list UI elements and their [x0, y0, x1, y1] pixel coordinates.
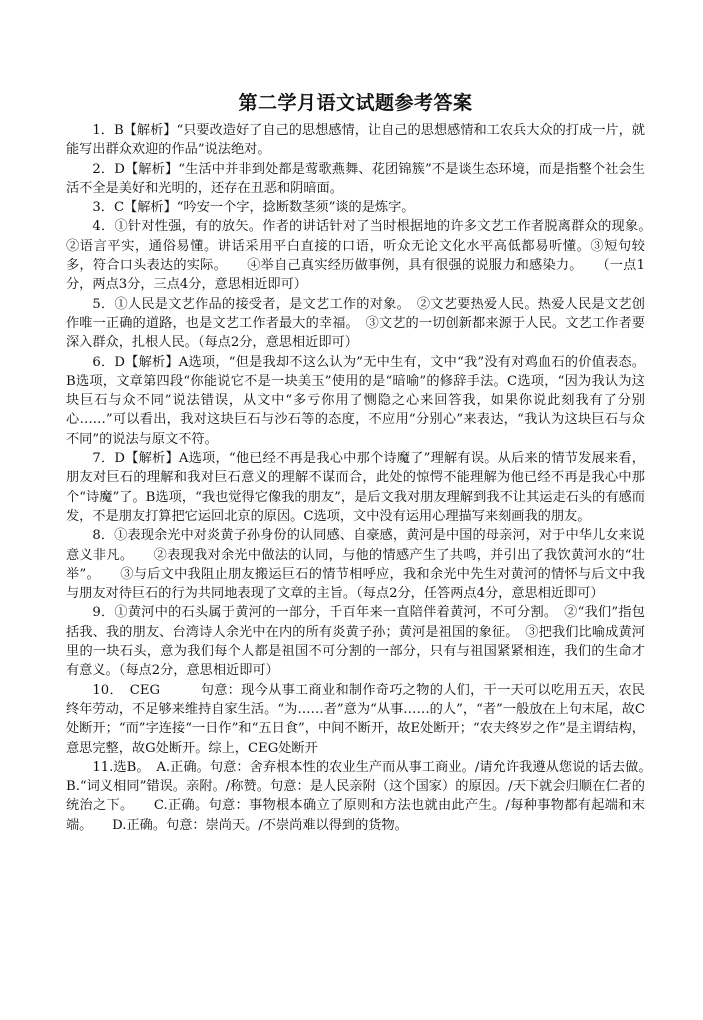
answer-list: [66, 121, 672, 835]
answer-item-6: 6．D【解析】A选项，“但是我却不这么认为”无中生有，文中“我”没有对鸡血石的价值表态。B选项，文章第四段“你能说它不是一块美玉”使用的是“暗喻”的修辞手法。C选项，“因为我认为这块巨石与众不同”说法错误，从文中“多亏你用了恻隐之心来回答我，如果你说此刻我有了分别心……”可以看出，我对这块巨石与沙石等的态度，不应用“分别心”来表达，“我认为这块巨石与众不同”的说法与原文不符。: [66, 354, 645, 447]
answer-item-11: 11.选B。 A.正确。句意：舍弃根本性的农业生产而从事工商业。/请允许我遵从您说的话去做。 B.“词义相同”错误。亲附。/称赞。句意：是人民亲附（这个国家）的原因。/天下就会归顺在仁者的统治之下。 C.正确。句意：事物根本确立了原则和方法也就由此产生。/每种事物都有起端和末端。 D.正确。句意：崇尚天。/不崇尚难以得到的货物。: [66, 759, 672, 833]
answer-item-2: 2．D【解析】“生活中并非到处都是莺歌燕舞、花团锦簇”不是谈生态环境，而是指整个社会生活不全是美好和光明的，还存在丑恶和阴暗面。: [66, 161, 645, 196]
answer-item-8: 8．①表现余光中对炎黄子孙身份的认同感、自豪感，黄河是中国的母亲河，对于中华儿女来说意义非凡。 ②表现我对余光中做法的认同，与他的情感产生了共鸣，并引出了我饮黄河水的“壮举”。 ③与后文中我阻止朋友搬运巨石的情节相呼应，我和余光中先生对黄河的情怀与后文中我与朋友对待巨石的行为共同地表现了文章的主旨。（每点2分，任答两点4分，意思相近即可）: [66, 528, 645, 602]
answer-item-5: 5．①人民是文艺作品的接受者，是文艺工作的对象。 ②文艺要热爱人民。热爱人民是文艺创作唯一正确的道路，也是文艺工作者最大的幸福。 ③文艺的一切创新都来源于人民。文艺工作者要深入群众，扎根人民。（每点2分，意思相近即可）: [66, 296, 645, 351]
answer-item-9: 9．①黄河中的石头属于黄河的一部分，千百年来一直陪伴着黄河，不可分割。 ②“我们”指包括我、我的朋友、台湾诗人余光中在内的所有炎黄子孙；黄河是祖国的象征。 ③把我们比喻成黄河里的一块石头，意为我们每个人都是祖国不可分割的一部分，只有与祖国紧紧相连，我们的生命才有意义。（每点2分，意思相近即可）: [66, 605, 645, 679]
answer-item-3: 3．C【解析】“吟安一个字，捻断数茎须”谈的是炼字。: [92, 200, 415, 216]
answer-item-10: 10． CEG 句意：现今从事工商业和制作奇巧之物的人们，干一天可以吃用五天，农民终年劳动，不足够来维持自家生活。“为……者”意为“从事……的人”，“者”一般放在上句末尾，故C处断开；“而”字连接“一日作”和“五日食”，中间不断开，故E处断开；“农夫终岁之作”是主谓结构，意思完整，故G处断开。综上，CEG处断开: [66, 682, 645, 756]
answer-item-7: 7．D【解析】A选项，“他已经不再是我心中那个诗魔了”理解有误。从后来的情节发展来看，朋友对巨石的理解和我对巨石意义的理解不谋而合，此处的惊愕不能理解为他已经不再是我心中那个“诗魔”了。B选项，“我也觉得它像我的朋友”，是后文我对朋友理解到我不让其运走石头的有感而发，不是朋友打算把它运回北京的原因。C选项，文中没有运用心理描写来刻画我的朋友。: [66, 451, 645, 524]
answer-item-1: 1．B【解析】“只要改造好了自己的思想感情，让自己的思想感情和工农兵大众的打成一片，就能写出群众欢迎的作品”说法绝对。: [66, 123, 645, 158]
answer-item-4: 4．①针对性强，有的放矢。作者的讲话针对了当时根据地的许多文艺工作者脱离群众的现象。 ②语言平实，通俗易懂。讲话采用平白直接的口语，听众无论文化水平高低都易听懂。③短句较多，符合口头表达的实际。 ④举自己真实经历做事例，具有很强的说服力和感染力。 （一点1分，两点3分，三点4分，意思相近即可）: [66, 219, 672, 293]
page-title: 第二学月语文试题参考答案: [238, 92, 473, 114]
